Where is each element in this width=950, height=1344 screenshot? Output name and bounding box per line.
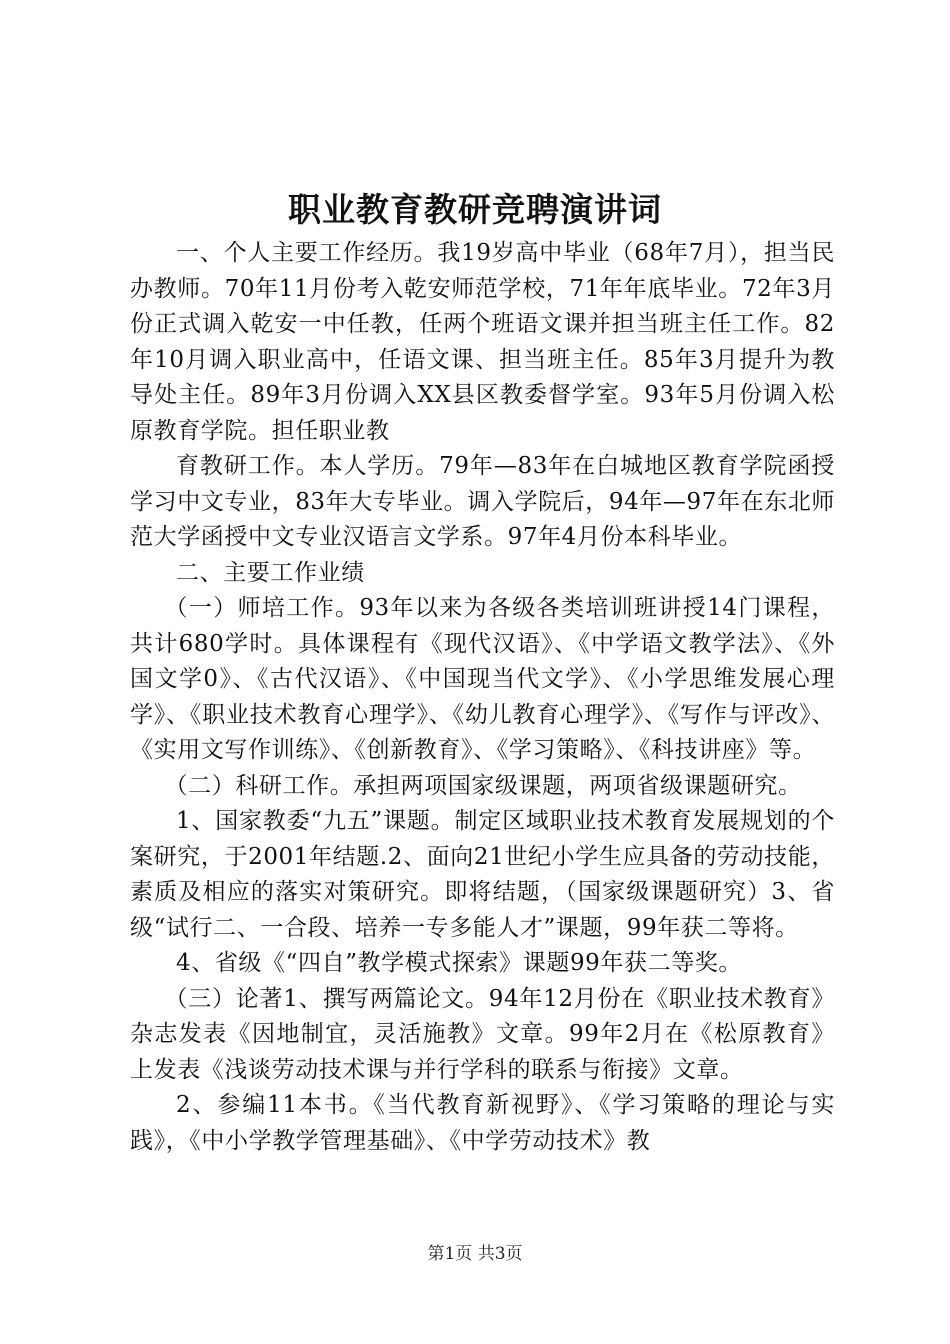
paragraph-publications: （三）论著1、撰写两篇论文。94年12月份在《职业技术教育》杂志发表《因地制宜，灵活施教》文章。99年2月在《松原教育》上发表《浅谈劳动技术课与并行学科的联系与衔接》文章。	[130, 985, 835, 1083]
paragraph-work-experience: 一、个人主要工作经历。我19岁高中毕业（68年7月），担当民办教师。70年11月份考入乾安师范学校，71年年底毕业。72年3月份正式调入乾安一中任教，任两个班语文课并担当班主任工作。82年10月调入职业高中，任语文课、担当班主任。85年3月提升为教导处主任。89年3月份调入XX县区教委督学室。93年5月份调入松原教育学院。担任职业教	[130, 240, 835, 444]
document-body	[130, 236, 835, 1159]
paragraph-books: 2、参编11本书。《当代教育新视野》、《学习策略的理论与实践》，《中小学教学管理基础》、《中学劳动技术》教	[130, 1092, 835, 1154]
paragraph-research: （二）科研工作。承担两项国家级课题，两项省级课题研究。	[164, 772, 802, 799]
heading-achievements: 二、主要工作业绩	[176, 559, 365, 586]
page-number-footer: 第1页 共3页	[427, 1244, 523, 1264]
paragraph-education: 育教研工作。本人学历。79年—83年在白城地区教育学院函授学习中文专业，83年大专毕业。调入学院后，94年—97年在东北师范大学函授中文专业汉语言文学系。97年4月份本科毕业。	[130, 453, 835, 550]
document-title: 职业教育教研竞聘演讲词	[288, 190, 662, 229]
paragraph-teacher-training: （一）师培工作。93年以来为各级各类培训班讲授14门课程，共计680学时。具体课程有《现代汉语》、《中学语文教学法》、《外国文学0》、《古代汉语》、《中国现当代文学》、《小学思维发展心理学》、《职业技术教育心理学》、《幼儿教育心理学》、《写作与评改》、《实用文写作训练》、《创新教育》、《学习策略》、《科技讲座》等。	[130, 595, 835, 763]
paragraph-provincial-project: 4、省级《“四自”教学模式探索》课题99年获二等奖。	[176, 950, 743, 976]
paragraph-research-projects: 1、国家教委“九五”课题。制定区域职业技术教育发展规划的个案研究，于2001年结题.2、面向21世纪小学生应具备的劳动技能，素质及相应的落实对策研究。即将结题，（国家级课题研究）3、省级“试行二、一合段、培养一专多能人才”课题，99年获二等将。	[130, 808, 835, 941]
